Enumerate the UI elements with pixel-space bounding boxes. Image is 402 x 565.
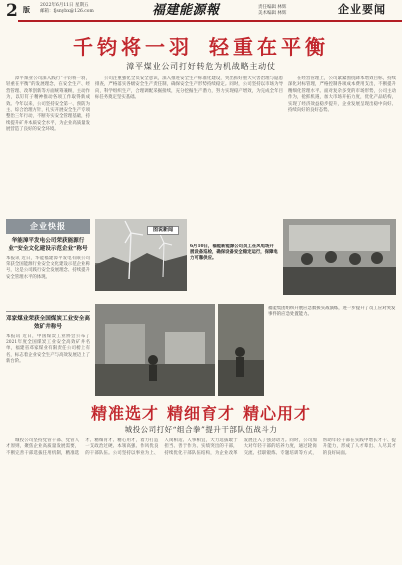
lead-body-center — [95, 76, 283, 214]
bottom-subheadline: 城投公司打好“组合拳”提升干部队伍战斗力 — [124, 425, 278, 434]
art-editor-line: 美术编辑 林辉 — [258, 11, 287, 16]
lead-body-right-text: 在经营管理上，公司紧紧围绕降本增效目标，持续深化对标管理，严格控制各项成本费用支出，不断提升精细化管理水平。面对复杂多变的市场形势，公司主动作为，抢抓机遇，加大市场开拓力度，优化产品结构，实现了经济效益稳步提升，企业发展呈现出稳中向好、持续向好的良好态势。 — [288, 76, 396, 114]
lead-body-left-text: 漳平煤业公司深入践行“千钧将一羽，轻重在平衡”的发展理念，在安全生产、经营管理、改革创新等方面统筹兼顾，主动作为，以钉钉子精神推动各项工作取得新成效。今年以来，公司坚持安全第一、预防为主、综合治理方针，扎实开展安全生产专项整治三年行动，不断夯实安全管理基础，持续提升矿井本质安全水平，为企业高质量发展营造了良好的安全环境。 — [6, 76, 90, 133]
bottom-headline — [0, 404, 402, 424]
bottom-body-text: 城投公司坚持党管干部、党管人才原则，聚焦企业高质量发展需要，不断完善干部选拔任用机制，精准选才、精细育才、精心用才，着力打造一支政治过硬、本领高强、作风优良的干部队伍。公司坚持以事业为上、人岗相适、人事相宜，大力选拔敢于担当、善于作为、实绩突出的干部，持续优化干部队伍结构，为企业改革发展注入了强劲动力。同时，公司加大对年轻干部的培养力度，通过轮岗交流、挂职锻炼、专题培训等方式，帮助年轻干部在实践中增长才干、提升能力，形成了人才辈出、人尽其才的良好局面。 — [6, 438, 396, 456]
masthead-divider — [18, 20, 402, 22]
site-photo — [218, 304, 264, 396]
contact-email: 邮箱：fjsnybx@126.com — [40, 9, 94, 14]
meeting-photo — [283, 219, 396, 295]
issue-meta — [40, 3, 94, 15]
lead-headline-part2: 轻重在平衡 — [209, 35, 329, 59]
sidebar-item1-body: 本报讯 近日，华能福建漳平发电有限公司荣获全国能源行业安全文化建设示范企业称号，这是公司践行安全发展理念、持续提升安全管理水平的体现。 — [6, 256, 90, 280]
editor-line: 责任编辑 林辉 — [258, 5, 287, 10]
page-number-suffix: 版 — [23, 5, 30, 14]
editor-meta — [258, 5, 286, 17]
sidebar-item2-headline: 邓家煤业荣获全国煤炭工业安全高效矿井称号 — [6, 316, 90, 330]
lead-headline — [0, 35, 402, 59]
newspaper-logo: 福建能源報 — [152, 3, 220, 18]
photo-top-caption: 6月10日，福能新能源公司员工在风电场开展设备巡检，确保设备安全稳定运行，保障电力可靠供应。 — [190, 244, 278, 262]
bottom-body — [6, 438, 396, 560]
bottom-headline-part3: 精心用才 — [243, 404, 312, 423]
sidebar-header: 企业快报 — [6, 219, 90, 234]
lead-body-center-text: 公司注重强化全员安全意识，深入推进安全生产标准化建设，突出抓好重大灾害治理与隐患排查，严格落实各级安全生产责任制，确保安全生产形势持续稳定。同时，公司坚持以市场为导向，科学组织生产，合理调配采掘接续，充分挖掘生产潜力，努力实现稳产增效，为完成全年目标任务奠定坚实基础。 — [95, 76, 283, 101]
lead-headline-part1: 千钧将一羽 — [73, 35, 193, 59]
sidebar-item1-headline: 华能漳平发电公司荣获能源行业“安全文化建设示范企业”称号 — [8, 238, 88, 252]
section-title: 企业要闻 — [338, 3, 386, 16]
sidebar-divider — [6, 311, 90, 312]
bottom-headline-part2: 精细育才 — [166, 404, 235, 423]
lead-subheadline: 漳平煤业公司打好转危为机战略主动仗 — [126, 62, 276, 71]
sidebar-item2-body: 本报讯 近日，中国煤炭工业协会公布了2021年度全国煤炭工业安全高效矿井名单，福建省邓家煤业有限责任公司榜上有名，标志着企业安全生产与高效发展迈上了新台阶。 — [6, 334, 90, 364]
lead-body-left — [6, 76, 90, 214]
photo-news-tag: 图说新闻 — [147, 226, 179, 235]
drill-photo — [95, 304, 215, 396]
issue-date: 2022年6月11日 星期五 — [40, 3, 89, 8]
lead-body-right — [288, 76, 396, 214]
page-number: 2 — [6, 1, 18, 21]
photo-bottom-caption: 福能集团组织开展应急救援实战演练，进一步提升了员工应对突发事件的应急处置能力。 — [268, 306, 396, 318]
bottom-headline-part1: 精准选才 — [90, 404, 159, 423]
